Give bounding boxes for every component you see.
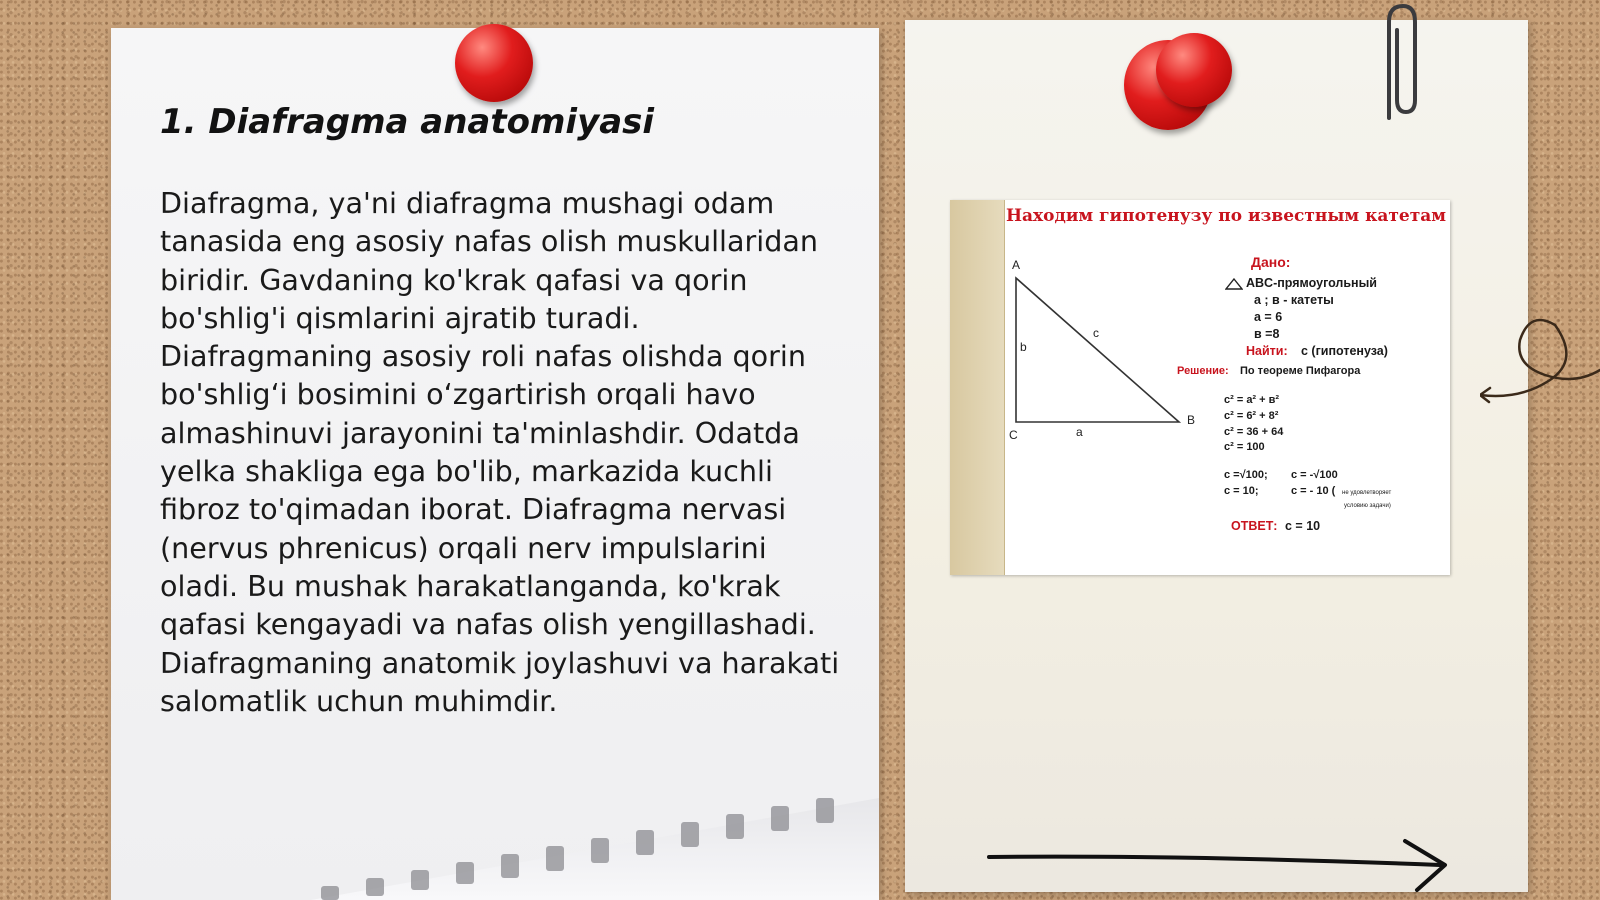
root-positive: с =√100;	[1224, 469, 1268, 481]
given-line: ABC-прямоугольный	[1246, 276, 1377, 290]
paperclip-icon	[1375, 0, 1425, 125]
pythagoras-slide-image	[950, 200, 1450, 575]
torn-tape-strip	[311, 790, 879, 900]
vertex-label-a: A	[1012, 258, 1021, 272]
solution-step: с² = 6² + 8²	[1224, 410, 1279, 422]
find-value: с (гипотенуза)	[1301, 344, 1388, 358]
left-note-paper	[111, 28, 879, 900]
red-pushpin-icon	[1156, 33, 1232, 107]
loop-arrow-doodle	[1480, 310, 1600, 410]
triangle-icon	[1225, 278, 1243, 290]
side-label-c: c	[1093, 326, 1099, 340]
result-note: не удовлетворяет	[1342, 490, 1392, 496]
solution-step: с² = 100	[1224, 441, 1265, 453]
vertex-label-b: B	[1187, 413, 1196, 427]
red-pushpin-icon	[455, 24, 533, 102]
answer-label: ОТВЕТ:	[1231, 519, 1278, 533]
solution-step: с² = 36 + 64	[1224, 426, 1284, 438]
find-label: Найти:	[1246, 344, 1288, 358]
solution-text: По теореме Пифагора	[1240, 365, 1361, 377]
vertex-label-c: C	[1009, 428, 1018, 442]
next-arrow-icon[interactable]	[985, 835, 1455, 895]
side-label-a: a	[1076, 425, 1083, 439]
given-line: а ; в - катеты	[1254, 293, 1334, 307]
result-negative: с = - 10 (	[1291, 485, 1336, 497]
given-line: в =8	[1254, 327, 1280, 341]
right-triangle-diagram	[950, 200, 1450, 575]
section-heading: 1. Diafragma anatomiyasi	[160, 102, 655, 142]
solution-step: с² = а² + в²	[1224, 394, 1280, 406]
answer-value: с = 10	[1285, 519, 1321, 533]
body-paragraph: Diafragma, ya'ni diafragma mushagi odam tanasida eng asosiy nafas olish muskullaridan biridir. Gavdaning ko'krak qafasi va qorin bo'shlig'i qismlarini ajratib turadi. Diafragmaning asosiy roli nafas olishda qorin bo'shlig‘i bosimini o‘zgartirish orqali havo almashinuvi jarayonini ta'minlashdir. Odatda yelka shakliga ega bo'lib, markazida kuchli fibroz to'qimadan iborat. Diafragma nervasi (nervus phrenicus) orqali nerv impulslarini oladi. Bu mushak harakatlanganda, ko'krak qafasi kengayadi va nafas olish yengillashadi. Diafragmaning anatomik joylashuvi va harakati salomatlik uchun muhimdir.	[160, 186, 840, 718]
result-note: условию задачи)	[1344, 503, 1391, 509]
solution-label: Решение:	[1177, 365, 1229, 377]
side-label-b: b	[1020, 340, 1027, 354]
result-positive: с = 10;	[1224, 485, 1259, 497]
slide-title: Находим гипотенузу по известным катетам	[1005, 206, 1447, 226]
given-label: Дано:	[1251, 254, 1291, 270]
given-line: а = 6	[1254, 310, 1283, 324]
root-negative: с = -√100	[1291, 469, 1338, 481]
